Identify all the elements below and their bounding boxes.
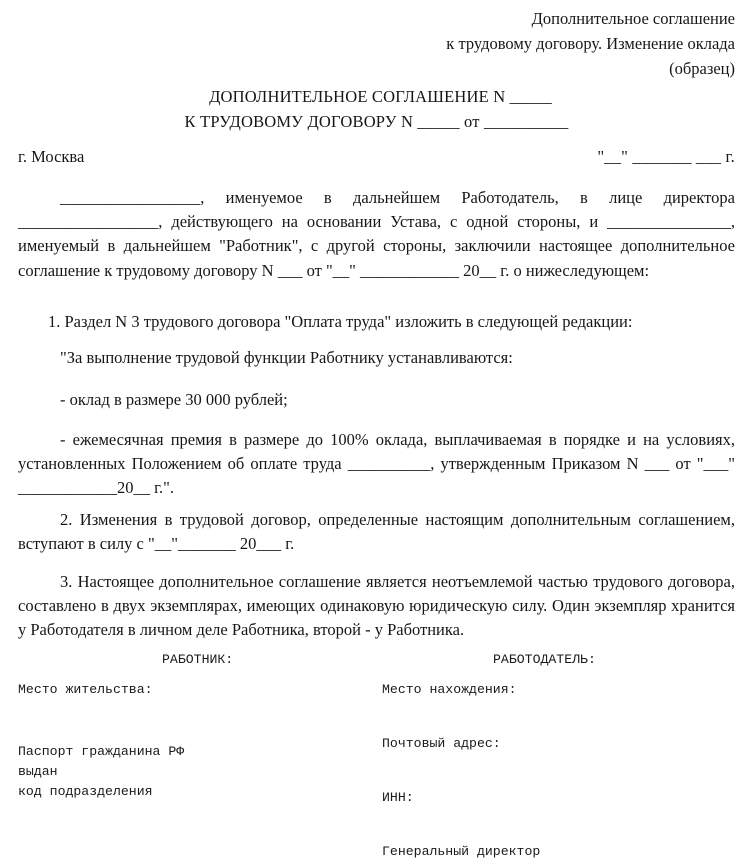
employer-inn-label: ИНН:: [382, 790, 414, 805]
date-placeholder: "__" _______ ___ г.: [597, 147, 735, 166]
employer-director-label: Генеральный директор: [382, 844, 541, 859]
quote-intro-paragraph: "За выполнение трудовой функции Работнику устанавливаются:: [60, 348, 513, 367]
page-title: [18, 84, 735, 134]
employer-details-column: [382, 650, 732, 862]
employee-passport-line-2: выдан: [18, 764, 58, 779]
employee-heading: РАБОТНИК:: [162, 652, 234, 667]
preamble-paragraph: _________________, именуемое в дальнейшем Работодатель, в лице директора _________________, действующего на основании Устава, с одной стороны, и _______________, именуемый в дальнейшем "Работник", с другой стороны, заключили настоящее дополнительное соглашение к трудовому договору N ___ от "__" ____________ 20__ г. о нижеследующем:: [18, 188, 735, 280]
title-line-1: ДОПОЛНИТЕЛЬНОЕ СОГЛАШЕНИЕ N _____: [209, 87, 552, 106]
employee-passport-line-1: Паспорт гражданина РФ: [18, 744, 185, 759]
title-line-2: К ТРУДОВОМУ ДОГОВОРУ N _____ от __________: [184, 112, 569, 131]
employee-passport-line-3: код подразделения: [18, 784, 153, 799]
document-header-caption: [300, 6, 735, 81]
salary-item-paragraph: - оклад в размере 30 000 рублей;: [60, 390, 288, 409]
employer-heading: РАБОТОДАТЕЛЬ:: [493, 652, 596, 667]
employee-residence-label: Место жительства:: [18, 682, 153, 697]
clause-2-paragraph: 2. Изменения в трудовой договор, определенные настоящим дополнительным соглашением, вступают в силу с "__"_______ 20___ г.: [18, 510, 735, 554]
employee-details-column: [18, 650, 378, 802]
premium-item-paragraph: - ежемесячная премия в размере до 100% оклада, выплачиваемая в порядке и на условиях, установленных Положением об оплате труда __________, утвержденным Приказом N ___ от "___" ____________20__ г.".: [18, 430, 735, 498]
clause-1-paragraph: 1. Раздел N 3 трудового договора "Оплата труда" изложить в следующей редакции:: [48, 312, 633, 331]
employer-location-label: Место нахождения:: [382, 682, 517, 697]
employer-postal-label: Почтовый адрес:: [382, 736, 501, 751]
city-label: г. Москва: [18, 147, 85, 166]
clause-3-paragraph: 3. Настоящее дополнительное соглашение является неотъемлемой частью трудового договора, составлено в двух экземплярах, имеющих одинаковую юридическую силу. Один экземпляр хранится у Работодателя в личном деле Работника, второй - у Работника.: [18, 572, 735, 640]
place-and-date-row: [18, 146, 735, 168]
header-caption-line-3: (образец): [669, 59, 735, 78]
header-caption-line-1: Дополнительное соглашение: [531, 9, 735, 28]
header-caption-line-2: к трудовому договору. Изменение оклада: [446, 34, 735, 53]
